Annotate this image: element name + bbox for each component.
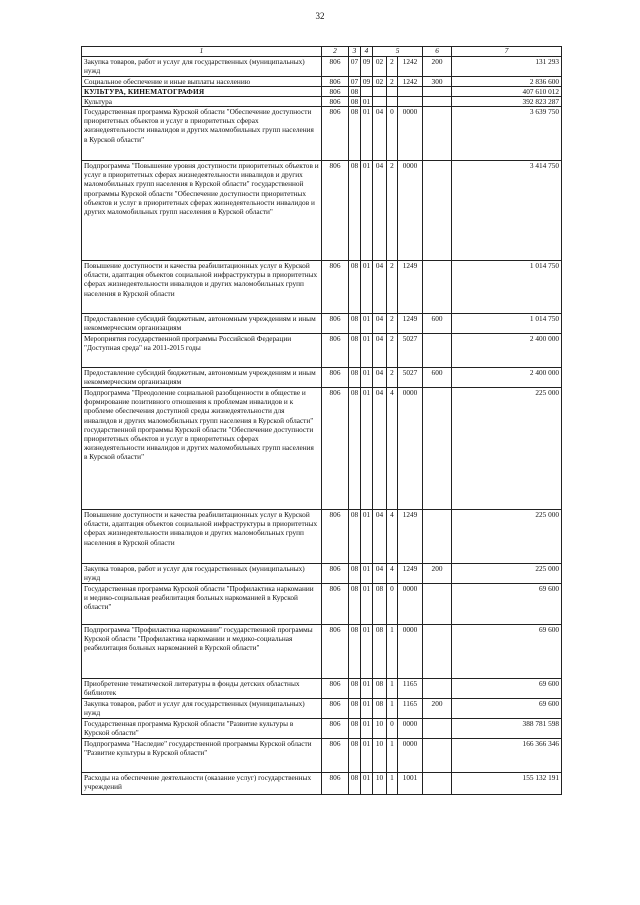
row-c6-cell	[423, 584, 452, 625]
row-c6-cell: 300	[423, 77, 452, 87]
row-c4-cell: 01	[361, 97, 373, 107]
row-name-cell: Культура	[82, 97, 322, 107]
row-p3-cell: 0000	[398, 161, 423, 261]
row-p1-cell: 10	[373, 719, 387, 739]
row-c6-cell	[423, 388, 452, 510]
row-c2-cell: 806	[322, 97, 349, 107]
table-row	[82, 107, 562, 161]
row-c3-cell: 08	[349, 739, 361, 773]
row-c4-cell: 01	[361, 510, 373, 564]
row-name-cell: Закупка товаров, работ и услуг для государственных (муниципальных) нужд	[82, 57, 322, 77]
row-p2-cell: 2	[387, 314, 398, 334]
row-p1-cell: 04	[373, 161, 387, 261]
row-c4-cell: 09	[361, 77, 373, 87]
table-row	[82, 87, 562, 97]
row-c7-cell: 225 000	[452, 510, 562, 564]
row-c4-cell: 01	[361, 625, 373, 679]
row-c3-cell: 08	[349, 719, 361, 739]
row-c2-cell: 806	[322, 739, 349, 773]
row-c4-cell: 01	[361, 314, 373, 334]
row-c7-cell: 407 610 012	[452, 87, 562, 97]
row-c7-cell: 69 600	[452, 699, 562, 719]
row-c3-cell: 08	[349, 388, 361, 510]
row-p3-cell: 1165	[398, 699, 423, 719]
row-c6-cell: 200	[423, 699, 452, 719]
row-p2-cell: 2	[387, 161, 398, 261]
row-c7-cell: 1 014 750	[452, 261, 562, 314]
row-p2-cell: 1	[387, 699, 398, 719]
row-c4-cell: 01	[361, 564, 373, 584]
row-c7-cell: 2 836 600	[452, 77, 562, 87]
row-c7-cell: 2 400 000	[452, 368, 562, 388]
table-row	[82, 510, 562, 564]
row-p3-cell: 0000	[398, 388, 423, 510]
row-c3-cell: 08	[349, 679, 361, 699]
row-c4-cell: 01	[361, 388, 373, 510]
row-name-cell: Подпрограмма "Повышение уровня доступности приоритетных объектов и услуг в приоритетных сферах жизнедеятельности инвалидов и других маломобильных групп населения в Курской области" государственной программы Курской области "Обеспечение доступности приоритетных объектов и услуг в приоритетных сферах жизнедеятельности инвалидов и других маломобильных групп населения в Курской области"	[82, 161, 322, 261]
header-cell: 1	[82, 47, 322, 57]
header-cell: 7	[452, 47, 562, 57]
row-c3-cell: 08	[349, 368, 361, 388]
row-p1-cell: 08	[373, 679, 387, 699]
row-c6-cell	[423, 97, 452, 107]
table-row	[82, 77, 562, 87]
row-name-cell: Закупка товаров, работ и услуг для государственных (муниципальных) нужд	[82, 564, 322, 584]
row-p3-cell: 1165	[398, 679, 423, 699]
row-c7-cell: 392 823 287	[452, 97, 562, 107]
row-c3-cell: 08	[349, 314, 361, 334]
table-row	[82, 739, 562, 773]
row-c7-cell: 225 000	[452, 388, 562, 510]
row-p1-cell: 02	[373, 77, 387, 87]
row-p2-cell: 4	[387, 510, 398, 564]
row-c2-cell: 806	[322, 368, 349, 388]
row-c7-cell: 3 639 750	[452, 107, 562, 161]
row-c4-cell: 01	[361, 368, 373, 388]
row-c6-cell	[423, 261, 452, 314]
row-p3-cell: 1249	[398, 510, 423, 564]
row-p3-cell: 0000	[398, 584, 423, 625]
row-c4-cell: 01	[361, 719, 373, 739]
row-p1-cell: 02	[373, 57, 387, 77]
row-c3-cell: 08	[349, 161, 361, 261]
row-c6-cell: 200	[423, 57, 452, 77]
row-c4-cell: 01	[361, 584, 373, 625]
row-c7-cell: 155 132 191	[452, 773, 562, 795]
row-p3-cell: 1249	[398, 564, 423, 584]
row-p3-cell: 1001	[398, 773, 423, 795]
table-row	[82, 334, 562, 368]
table-row	[82, 161, 562, 261]
row-c3-cell: 08	[349, 625, 361, 679]
row-c3-cell: 08	[349, 699, 361, 719]
row-p3-cell: 0000	[398, 107, 423, 161]
row-c7-cell: 131 293	[452, 57, 562, 77]
row-name-cell: Закупка товаров, работ и услуг для государственных (муниципальных) нужд	[82, 699, 322, 719]
row-c2-cell: 806	[322, 564, 349, 584]
row-c3-cell: 08	[349, 584, 361, 625]
row-p3-cell: 1242	[398, 77, 423, 87]
row-c6-cell	[423, 334, 452, 368]
row-c3-cell: 08	[349, 564, 361, 584]
row-c2-cell: 806	[322, 773, 349, 795]
row-c6-cell	[423, 625, 452, 679]
row-name-cell: Расходы на обеспечение деятельности (оказание услуг) государственных учреждений	[82, 773, 322, 795]
table-row	[82, 625, 562, 679]
row-p3-cell: 1249	[398, 261, 423, 314]
row-c7-cell: 2 400 000	[452, 334, 562, 368]
row-c3-cell: 08	[349, 107, 361, 161]
table-body	[82, 57, 562, 795]
row-c3-cell: 08	[349, 97, 361, 107]
row-p2-cell	[387, 97, 398, 107]
row-c3-cell: 08	[349, 773, 361, 795]
table-row	[82, 679, 562, 699]
row-p3-cell: 0000	[398, 739, 423, 773]
table-row	[82, 314, 562, 334]
row-c3-cell: 08	[349, 87, 361, 97]
row-p3-cell: 1249	[398, 314, 423, 334]
row-c6-cell	[423, 679, 452, 699]
row-p1-cell: 04	[373, 388, 387, 510]
row-c7-cell: 69 600	[452, 679, 562, 699]
row-c2-cell: 806	[322, 699, 349, 719]
row-c2-cell: 806	[322, 388, 349, 510]
row-c2-cell: 806	[322, 107, 349, 161]
header-cell: 6	[423, 47, 452, 57]
row-c2-cell: 806	[322, 719, 349, 739]
row-c6-cell	[423, 739, 452, 773]
row-p2-cell: 2	[387, 368, 398, 388]
row-c6-cell	[423, 773, 452, 795]
header-cell: 2	[322, 47, 349, 57]
row-p1-cell: 08	[373, 584, 387, 625]
table-row	[82, 261, 562, 314]
row-name-cell: Повышение доступности и качества реабилитационных услуг в Курской области, адаптация объектов социальной инфраструктуры в приоритетных сферах жизнедеятельности инвалидов и других маломобильных групп населения в Курской области	[82, 510, 322, 564]
page-number: 32	[315, 11, 325, 21]
row-c4-cell	[361, 87, 373, 97]
row-p2-cell: 0	[387, 584, 398, 625]
row-c3-cell: 08	[349, 510, 361, 564]
row-name-cell: Подпрограмма "Наследие" государственной программы Курской области "Развитие культуры в Курской области"	[82, 739, 322, 773]
row-c4-cell: 01	[361, 161, 373, 261]
row-name-cell: Мероприятия государственной программы Российской Федерации "Доступная среда" на 2011-2015 годы	[82, 334, 322, 368]
row-c4-cell: 01	[361, 107, 373, 161]
row-c2-cell: 806	[322, 77, 349, 87]
row-p2-cell	[387, 87, 398, 97]
row-c6-cell: 600	[423, 314, 452, 334]
row-p1-cell: 04	[373, 107, 387, 161]
budget-table	[81, 46, 562, 795]
row-name-cell: Предоставление субсидий бюджетным, автономным учреждениям и иным некоммерческим организациям	[82, 314, 322, 334]
table-row	[82, 564, 562, 584]
row-c4-cell: 01	[361, 699, 373, 719]
row-name-cell: Предоставление субсидий бюджетным, автономным учреждениям и иным некоммерческим организациям	[82, 368, 322, 388]
row-p3-cell	[398, 97, 423, 107]
row-p1-cell	[373, 87, 387, 97]
row-c7-cell: 1 014 750	[452, 314, 562, 334]
row-p2-cell: 0	[387, 719, 398, 739]
row-c6-cell	[423, 107, 452, 161]
row-p1-cell: 04	[373, 368, 387, 388]
row-p1-cell: 04	[373, 314, 387, 334]
row-c7-cell: 69 600	[452, 625, 562, 679]
header-cell: 4	[361, 47, 373, 57]
table-row	[82, 773, 562, 795]
row-c7-cell: 3 414 750	[452, 161, 562, 261]
row-c2-cell: 806	[322, 679, 349, 699]
row-c7-cell: 225 000	[452, 564, 562, 584]
row-p1-cell: 10	[373, 773, 387, 795]
row-p2-cell: 1	[387, 679, 398, 699]
row-c2-cell: 806	[322, 161, 349, 261]
row-c4-cell: 01	[361, 739, 373, 773]
row-p2-cell: 2	[387, 334, 398, 368]
row-name-cell: Социальное обеспечение и иные выплаты населению	[82, 77, 322, 87]
row-c4-cell: 01	[361, 679, 373, 699]
table-row	[82, 388, 562, 510]
row-p1-cell: 04	[373, 510, 387, 564]
table-row	[82, 57, 562, 77]
row-name-cell: Государственная программа Курской области "Обеспечение доступности приоритетных объектов и услуг в приоритетных сферах жизнедеятельности инвалидов и других маломобильных групп населения в Курской области"	[82, 107, 322, 161]
row-c4-cell: 01	[361, 334, 373, 368]
row-name-cell: Подпрограмма "Преодоление социальной разобщенности в обществе и формирование позитивного отношения к проблемам инвалидов и к проблеме обеспечения доступной среды жизнедеятельности для инвалидов и других маломобильных групп населения в Курской области" государственной программы Курской области "Обеспечение доступности приоритетных объектов и услуг в приоритетных сферах жизнедеятельности инвалидов и других маломобильных групп населения в Курской области"	[82, 388, 322, 510]
row-c2-cell: 806	[322, 261, 349, 314]
row-name-cell: КУЛЬТУРА, КИНЕМАТОГРАФИЯ	[82, 87, 322, 97]
row-p1-cell: 04	[373, 564, 387, 584]
row-c6-cell: 200	[423, 564, 452, 584]
row-c4-cell: 01	[361, 773, 373, 795]
row-p1-cell: 04	[373, 261, 387, 314]
row-p2-cell: 1	[387, 773, 398, 795]
row-c6-cell	[423, 87, 452, 97]
row-p1-cell: 08	[373, 625, 387, 679]
row-c2-cell: 806	[322, 625, 349, 679]
row-name-cell: Приобретение тематической литературы в фонды детских областных библиотек	[82, 679, 322, 699]
row-p2-cell: 1	[387, 739, 398, 773]
row-c7-cell: 69 600	[452, 584, 562, 625]
row-c6-cell	[423, 719, 452, 739]
row-c3-cell: 08	[349, 334, 361, 368]
row-c2-cell: 806	[322, 314, 349, 334]
row-c2-cell: 806	[322, 87, 349, 97]
row-name-cell: Государственная программа Курской области "Профилактика наркомании и медико-социальная реабилитация больных наркоманией в Курской области"	[82, 584, 322, 625]
row-p3-cell: 1242	[398, 57, 423, 77]
row-c2-cell: 806	[322, 510, 349, 564]
row-p2-cell: 4	[387, 564, 398, 584]
table-row	[82, 97, 562, 107]
row-c3-cell: 07	[349, 77, 361, 87]
row-p3-cell: 5027	[398, 368, 423, 388]
header-row	[82, 47, 562, 57]
row-c2-cell: 806	[322, 584, 349, 625]
row-c2-cell: 806	[322, 57, 349, 77]
row-c6-cell	[423, 510, 452, 564]
row-c4-cell: 09	[361, 57, 373, 77]
row-c6-cell	[423, 161, 452, 261]
row-p2-cell: 2	[387, 77, 398, 87]
row-c6-cell: 600	[423, 368, 452, 388]
row-p3-cell: 5027	[398, 334, 423, 368]
table-row	[82, 699, 562, 719]
table-row	[82, 368, 562, 388]
row-name-cell: Повышение доступности и качества реабилитационных услуг в Курской области, адаптация объектов социальной инфраструктуры в приоритетных сферах жизнедеятельности инвалидов и других маломобильных групп населения в Курской области	[82, 261, 322, 314]
row-name-cell: Государственная программа Курской области "Развитие культуры в Курской области"	[82, 719, 322, 739]
row-c7-cell: 388 781 598	[452, 719, 562, 739]
header-cell: 5	[373, 47, 423, 57]
row-p1-cell: 08	[373, 699, 387, 719]
row-c7-cell: 166 366 346	[452, 739, 562, 773]
row-p3-cell: 0000	[398, 719, 423, 739]
row-p2-cell: 2	[387, 261, 398, 314]
table-row	[82, 584, 562, 625]
row-p1-cell: 10	[373, 739, 387, 773]
row-p1-cell	[373, 97, 387, 107]
header-cell: 3	[349, 47, 361, 57]
row-c4-cell: 01	[361, 261, 373, 314]
table-row	[82, 719, 562, 739]
row-c2-cell: 806	[322, 334, 349, 368]
row-p2-cell: 4	[387, 388, 398, 510]
row-name-cell: Подпрограмма "Профилактика наркомании" государственной программы Курской области "Профилактика наркомании и медико-социальная реабилитация больных наркоманией в Курской области"	[82, 625, 322, 679]
row-p1-cell: 04	[373, 334, 387, 368]
row-p2-cell: 1	[387, 625, 398, 679]
row-c3-cell: 07	[349, 57, 361, 77]
row-p3-cell	[398, 87, 423, 97]
row-p2-cell: 0	[387, 107, 398, 161]
row-p3-cell: 0000	[398, 625, 423, 679]
row-c3-cell: 08	[349, 261, 361, 314]
row-p2-cell: 2	[387, 57, 398, 77]
